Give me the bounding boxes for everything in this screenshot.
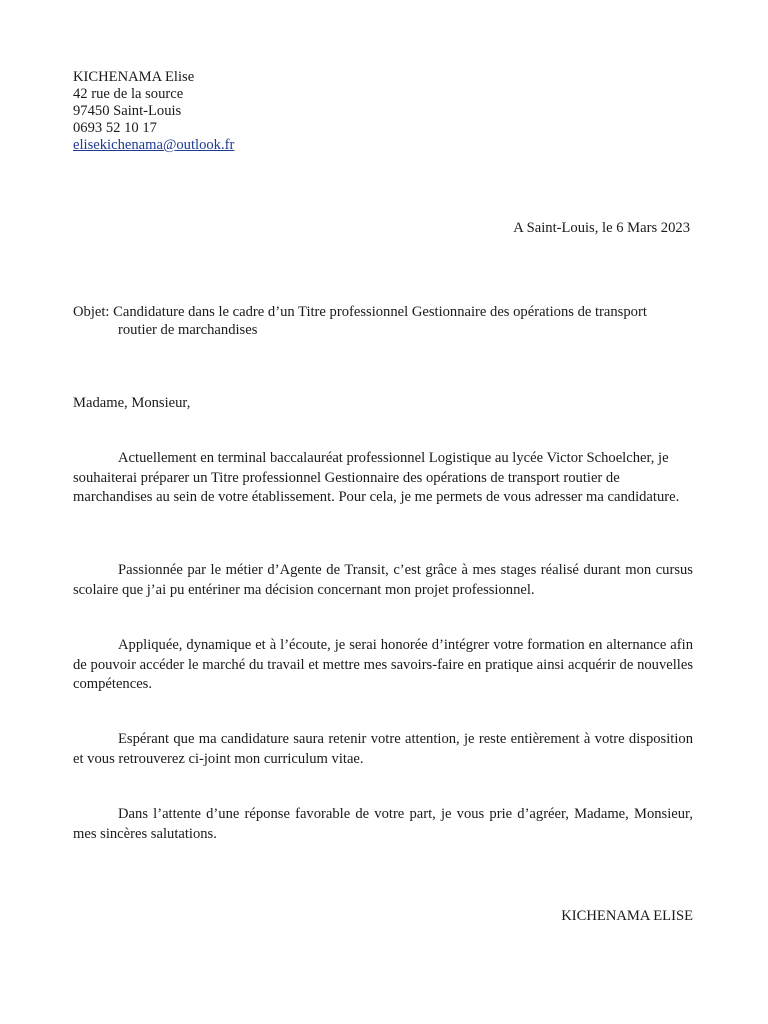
sender-city: 97450 Saint-Louis <box>73 103 182 119</box>
subject-line-2: routier de marchandises <box>118 322 258 338</box>
salutation: Madame, Monsieur, <box>73 395 191 411</box>
body-paragraph-4: Espérant que ma candidature saura retenir votre attention, je reste entièrement à votre disposition et vous retrouverez ci-joint mon curriculum vitae. <box>73 731 693 767</box>
sender-phone: 0693 52 10 17 <box>73 120 157 136</box>
body-paragraph-5: Dans l’attente d’une réponse favorable de votre part, je vous prie d’agréer, Madame, Monsieur, mes sincères salutations. <box>73 806 693 842</box>
body-paragraph-2: Passionnée par le métier d’Agente de Transit, c’est grâce à mes stages réalisé durant mon cursus scolaire que j’ai pu entériner ma décision concernant mon projet professionnel. <box>73 562 693 598</box>
signature: KICHENAMA ELISE <box>561 908 693 924</box>
subject-line-1: Objet: Candidature dans le cadre d’un Titre professionnel Gestionnaire des opérations de transport <box>73 304 647 320</box>
sender-name: KICHENAMA Elise <box>73 69 195 85</box>
body-paragraph-3: Appliquée, dynamique et à l’écoute, je serai honorée d’intégrer votre formation en alternance afin de pouvoir accéder le marché du travail et mettre mes savoirs-faire en pratique ainsi acquérir de nouvelles compétences. <box>73 637 693 692</box>
sender-street: 42 rue de la source <box>73 86 184 102</box>
sender-email-link[interactable]: elisekichenama@outlook.fr <box>73 137 235 153</box>
subject-block <box>73 303 693 339</box>
letter-date: A Saint-Louis, le 6 Mars 2023 <box>513 220 690 236</box>
sender-block <box>73 69 234 154</box>
body-paragraph-1: Actuellement en terminal baccalauréat professionnel Logistique au lycée Victor Schoelcher, je souhaiterai préparer un Titre professionnel Gestionnaire des opérations de transport routier de marchandises au sein de votre établissement. Pour cela, je me permets de vous adresser ma candidature. <box>73 450 680 505</box>
